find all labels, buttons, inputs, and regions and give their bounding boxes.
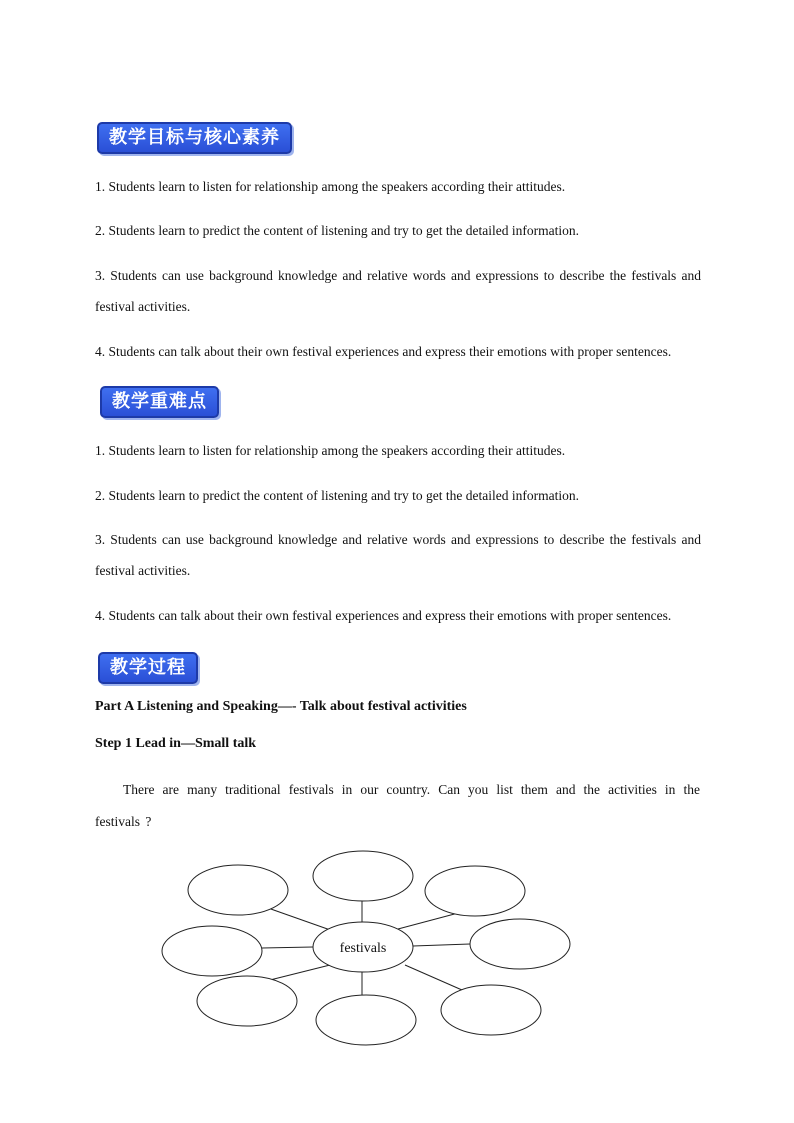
section-badge-objectives: 教学目标与核心素养 bbox=[97, 122, 292, 154]
connector-line bbox=[268, 908, 336, 932]
step-title: Step 1 Lead in—Small talk bbox=[95, 736, 257, 751]
connector-line bbox=[398, 912, 462, 929]
key-point-item-2: 2. Students learn to predict the content of listening and try to get the detailed information. bbox=[95, 488, 580, 503]
connector-line bbox=[262, 947, 313, 948]
blank-ellipse bbox=[441, 985, 541, 1035]
key-point-item-1: 1. Students learn to listen for relationship among the speakers according their attitudes. bbox=[95, 443, 566, 458]
blank-ellipse bbox=[188, 865, 288, 915]
connector-line bbox=[270, 965, 330, 980]
objective-item-1: 1. Students learn to listen for relationship among the speakers according their attitudes. bbox=[95, 179, 566, 194]
part-title: Part A Listening and Speaking—- Talk about festival activities bbox=[95, 699, 467, 714]
objective-item-4: 4. Students can talk about their own festival experiences and express their emotions with proper sentences. bbox=[95, 344, 672, 359]
blank-ellipse bbox=[313, 851, 413, 901]
blank-ellipse bbox=[162, 926, 262, 976]
section-badge-key-points: 教学重难点 bbox=[100, 386, 219, 418]
intro-paragraph: There are many traditional festivals in our country. Can you list them and the activities in the festivals ? bbox=[95, 782, 700, 829]
objective-item-2: 2. Students learn to predict the content of listening and try to get the detailed information. bbox=[95, 223, 580, 238]
blank-ellipse bbox=[425, 866, 525, 916]
blank-ellipse bbox=[197, 976, 297, 1026]
section-badge-process: 教学过程 bbox=[98, 652, 198, 684]
center-label: festivals bbox=[339, 941, 387, 956]
objective-item-3: 3. Students can use background knowledge and relative words and expressions to describe the festivals and festival activities. bbox=[95, 268, 701, 314]
connector-line bbox=[413, 944, 470, 946]
connector-line bbox=[405, 965, 462, 990]
blank-ellipse bbox=[316, 995, 416, 1045]
key-point-item-4: 4. Students can talk about their own festival experiences and express their emotions with proper sentences. bbox=[95, 608, 672, 623]
key-point-item-3: 3. Students can use background knowledge and relative words and expressions to describe the festivals and festival activities. bbox=[95, 532, 701, 578]
blank-ellipse bbox=[470, 919, 570, 969]
